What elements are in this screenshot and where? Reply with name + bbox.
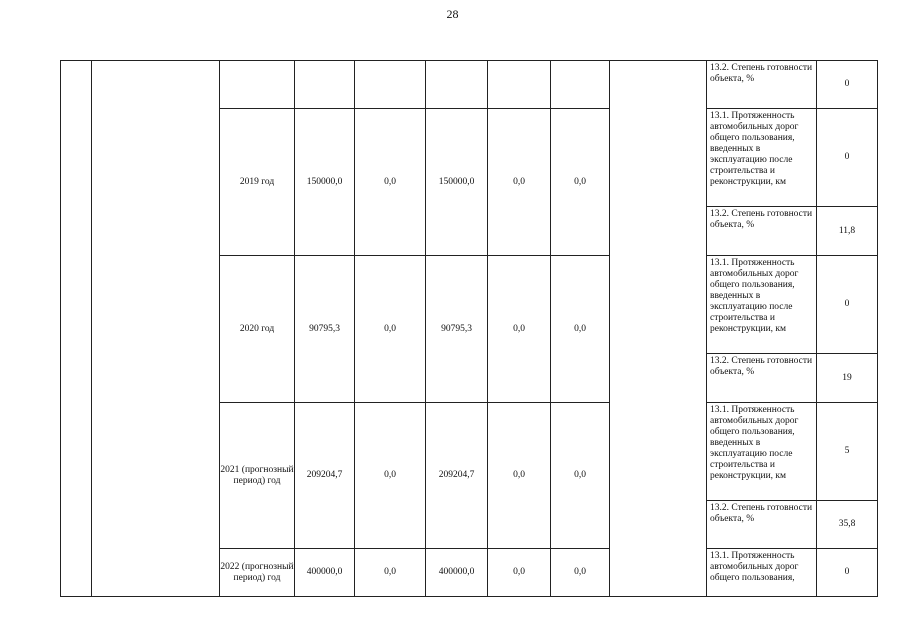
total-amount-cell-text: 400000,0: [306, 567, 343, 577]
year-cell-text: 2020 год: [239, 323, 275, 334]
other-sources-cell: [550, 255, 610, 403]
year-cell: [219, 402, 295, 549]
other-sources-cell-text: 0,0: [574, 176, 586, 187]
other-sources-cell: [550, 402, 610, 549]
top-row-empty-cell: [294, 60, 355, 109]
year-cell-text: 2019 год: [239, 176, 275, 187]
indicator-value-cell-text: 19: [842, 372, 852, 383]
local-budget-cell: [487, 255, 551, 403]
total-amount-cell: [294, 402, 355, 549]
indicator-readiness-cell: [706, 60, 817, 109]
federal-budget-cell-text: 0,0: [384, 567, 396, 577]
indicator-value-cell: [816, 548, 878, 597]
indicator-value-cell-text: 0: [844, 567, 850, 577]
indicator-value-cell-text: 0: [844, 299, 850, 309]
indicator-readiness-cell: [706, 206, 817, 256]
row-number-column: [60, 60, 92, 597]
local-budget-cell-text: 0,0: [513, 323, 525, 334]
indicator-value-cell-text: 5: [844, 446, 850, 456]
regional-budget-cell: [425, 255, 488, 403]
local-budget-cell: [487, 402, 551, 549]
top-row-empty-cell: [487, 60, 551, 109]
regional-budget-cell: [425, 402, 488, 549]
federal-budget-cell-text: 0,0: [384, 176, 396, 187]
indicator-readiness-cell-text: 13.2. Степень готовности объекта, %: [710, 503, 813, 524]
regional-budget-cell-text: 150000,0: [438, 176, 475, 187]
indicator-length-cell: [706, 548, 817, 597]
local-budget-cell-text: 0,0: [513, 567, 525, 577]
indicator-length-cell-text: 13.1. Протяженность автомобильных дорог общего пользования, введенных в эксплуатацию после строительства и реконструкции, км: [710, 258, 799, 334]
local-budget-cell: [487, 108, 551, 256]
indicator-value-cell: [816, 500, 878, 549]
year-cell: [219, 548, 295, 597]
local-budget-cell-text: 0,0: [513, 176, 525, 187]
total-amount-cell-text: 209204,7: [306, 470, 343, 480]
page-number: 28: [446, 7, 459, 21]
local-budget-cell-text: 0,0: [513, 470, 525, 480]
top-row-empty-cell: [354, 60, 426, 109]
other-sources-cell: [550, 108, 610, 256]
executor-column: [609, 60, 707, 597]
federal-budget-cell: [354, 402, 426, 549]
indicator-value-cell: [816, 255, 878, 354]
indicator-value-cell: [816, 206, 878, 256]
total-amount-cell: [294, 548, 355, 597]
regional-budget-cell: [425, 108, 488, 256]
indicator-readiness-cell-text: 13.2. Степень готовности объекта, %: [710, 356, 813, 377]
other-sources-cell-text: 0,0: [574, 567, 586, 577]
other-sources-cell-text: 0,0: [574, 470, 586, 480]
federal-budget-cell: [354, 108, 426, 256]
regional-budget-cell-text: 400000,0: [438, 567, 475, 577]
indicator-value-cell-text: 35,8: [838, 519, 856, 529]
indicator-readiness-cell-text: 13.2. Степень готовности объекта, %: [710, 209, 813, 230]
indicator-value-cell-text: 11,8: [838, 225, 856, 236]
top-row-empty-cell: [550, 60, 610, 109]
year-cell-text: 2022 (прогнозный период) год: [220, 561, 294, 583]
federal-budget-cell: [354, 255, 426, 403]
indicator-value-cell: [816, 60, 878, 109]
indicator-readiness-cell: [706, 500, 817, 549]
local-budget-cell: [487, 548, 551, 597]
top-row-empty-cell: [425, 60, 488, 109]
indicator-readiness-cell-text: 13.2. Степень готовности объекта, %: [710, 63, 813, 84]
indicator-value-cell-text: 0: [844, 152, 850, 162]
indicator-length-cell: [706, 402, 817, 501]
federal-budget-cell: [354, 548, 426, 597]
regional-budget-cell: [425, 548, 488, 597]
total-amount-cell: [294, 255, 355, 403]
year-cell: [219, 108, 295, 256]
total-amount-cell-text: 90795,3: [309, 323, 340, 334]
top-row-empty-cell: [219, 60, 295, 109]
regional-budget-cell-text: 209204,7: [438, 470, 475, 480]
indicator-length-cell-text: 13.1. Протяженность автомобильных дорог общего пользования, введенных в эксплуатацию после строительства и реконструкции, км: [710, 111, 799, 187]
year-cell: [219, 255, 295, 403]
federal-budget-cell-text: 0,0: [384, 470, 396, 480]
indicator-value-cell: [816, 402, 878, 501]
total-amount-cell: [294, 108, 355, 256]
year-cell-text: 2021 (прогнозный период) год: [220, 464, 294, 486]
regional-budget-cell-text: 90795,3: [441, 323, 472, 334]
indicator-value-cell: [816, 108, 878, 207]
indicator-length-cell-text: 13.1. Протяженность автомобильных дорог общего пользования,: [710, 551, 799, 583]
federal-budget-cell-text: 0,0: [384, 323, 396, 334]
measure-name-column: [91, 60, 220, 597]
indicator-length-cell: [706, 255, 817, 354]
indicator-readiness-cell: [706, 353, 817, 403]
total-amount-cell-text: 150000,0: [306, 176, 343, 187]
other-sources-cell: [550, 548, 610, 597]
indicator-length-cell-text: 13.1. Протяженность автомобильных дорог общего пользования, введенных в эксплуатацию после строительства и реконструкции, км: [710, 405, 799, 481]
indicator-value-cell-text: 0: [844, 79, 850, 89]
indicator-length-cell: [706, 108, 817, 207]
indicator-value-cell: [816, 353, 878, 403]
other-sources-cell-text: 0,0: [574, 323, 586, 334]
